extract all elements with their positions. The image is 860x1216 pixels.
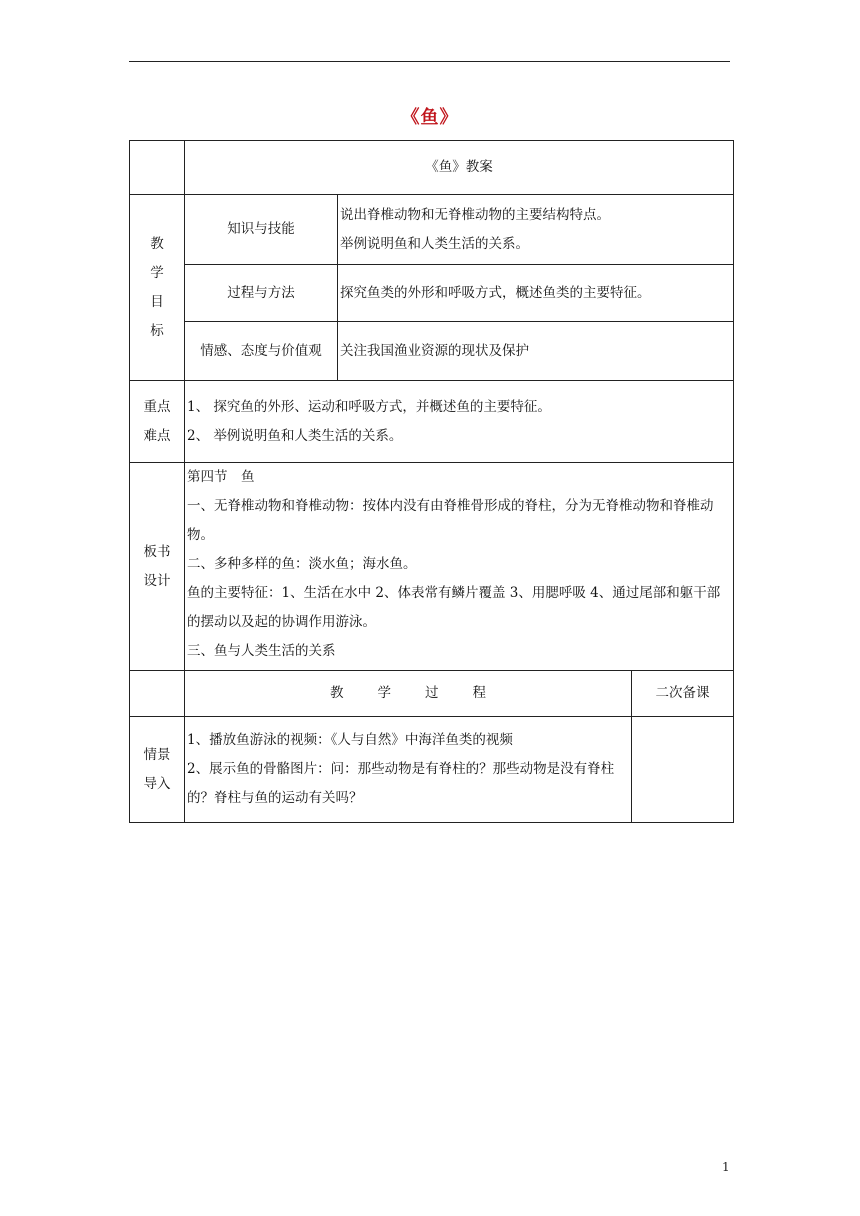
table-heading: 《鱼》教案 [185,141,734,195]
table-heading-row [130,141,734,195]
page-number: 1 [722,1160,730,1174]
header-rule [129,61,730,62]
objectives-label: 教 学 目 标 [130,195,185,381]
key-points-content: 1、 探究鱼的外形、运动和呼吸方式，并概述鱼的主要特征。 2、 举例说明鱼和人类生活的关系。 [185,381,734,463]
objective-name: 情感、态度与价值观 [185,322,338,381]
objective-name: 知识与技能 [185,195,338,265]
objective-row [130,265,734,322]
intro-content: 1、播放鱼游泳的视频：《人与自然》中海洋鱼类的视频 2、展示鱼的骨骼图片：问：那些动物是有脊柱的？那些动物是没有脊柱的？脊柱与鱼的运动有关吗？ [185,717,632,823]
intro-label: 情景 导入 [130,717,185,823]
objective-content: 探究鱼类的外形和呼吸方式，概述鱼类的主要特征。 [338,265,734,322]
board-design-content: 第四节 鱼 一、无脊椎动物和脊椎动物：按体内没有由脊椎骨形成的脊柱，分为无脊椎动物和脊椎动物。 二、多种多样的鱼：淡水鱼；海水鱼。 鱼的主要特征：1、生活在水中 2、体表常有鳞片覆盖 3、用腮呼吸 4、通过尾部和躯干部的摆动以及起的协调作用游泳。 三、鱼与人类生活的关系 [185,463,734,671]
process-corner-cell [130,671,185,717]
page-title: 《鱼》 [401,107,459,128]
process-header: 教 学 过 程 [185,671,632,717]
key-points-row [130,381,734,463]
secondary-prep-cell [632,717,734,823]
objective-name: 过程与方法 [185,265,338,322]
key-points-label: 重点 难点 [130,381,185,463]
objective-row [130,195,734,265]
heading-corner-cell [130,141,185,195]
objective-content: 说出脊椎动物和无脊椎动物的主要结构特点。 举例说明鱼和人类生活的关系。 [338,195,734,265]
board-design-label: 板书 设计 [130,463,185,671]
objective-content: 关注我国渔业资源的现状及保护 [338,322,734,381]
secondary-prep-header: 二次备课 [632,671,734,717]
objective-row [130,322,734,381]
intro-row [130,717,734,823]
process-header-row [130,671,734,717]
board-design-row [130,463,734,671]
lesson-plan-table [129,140,734,823]
